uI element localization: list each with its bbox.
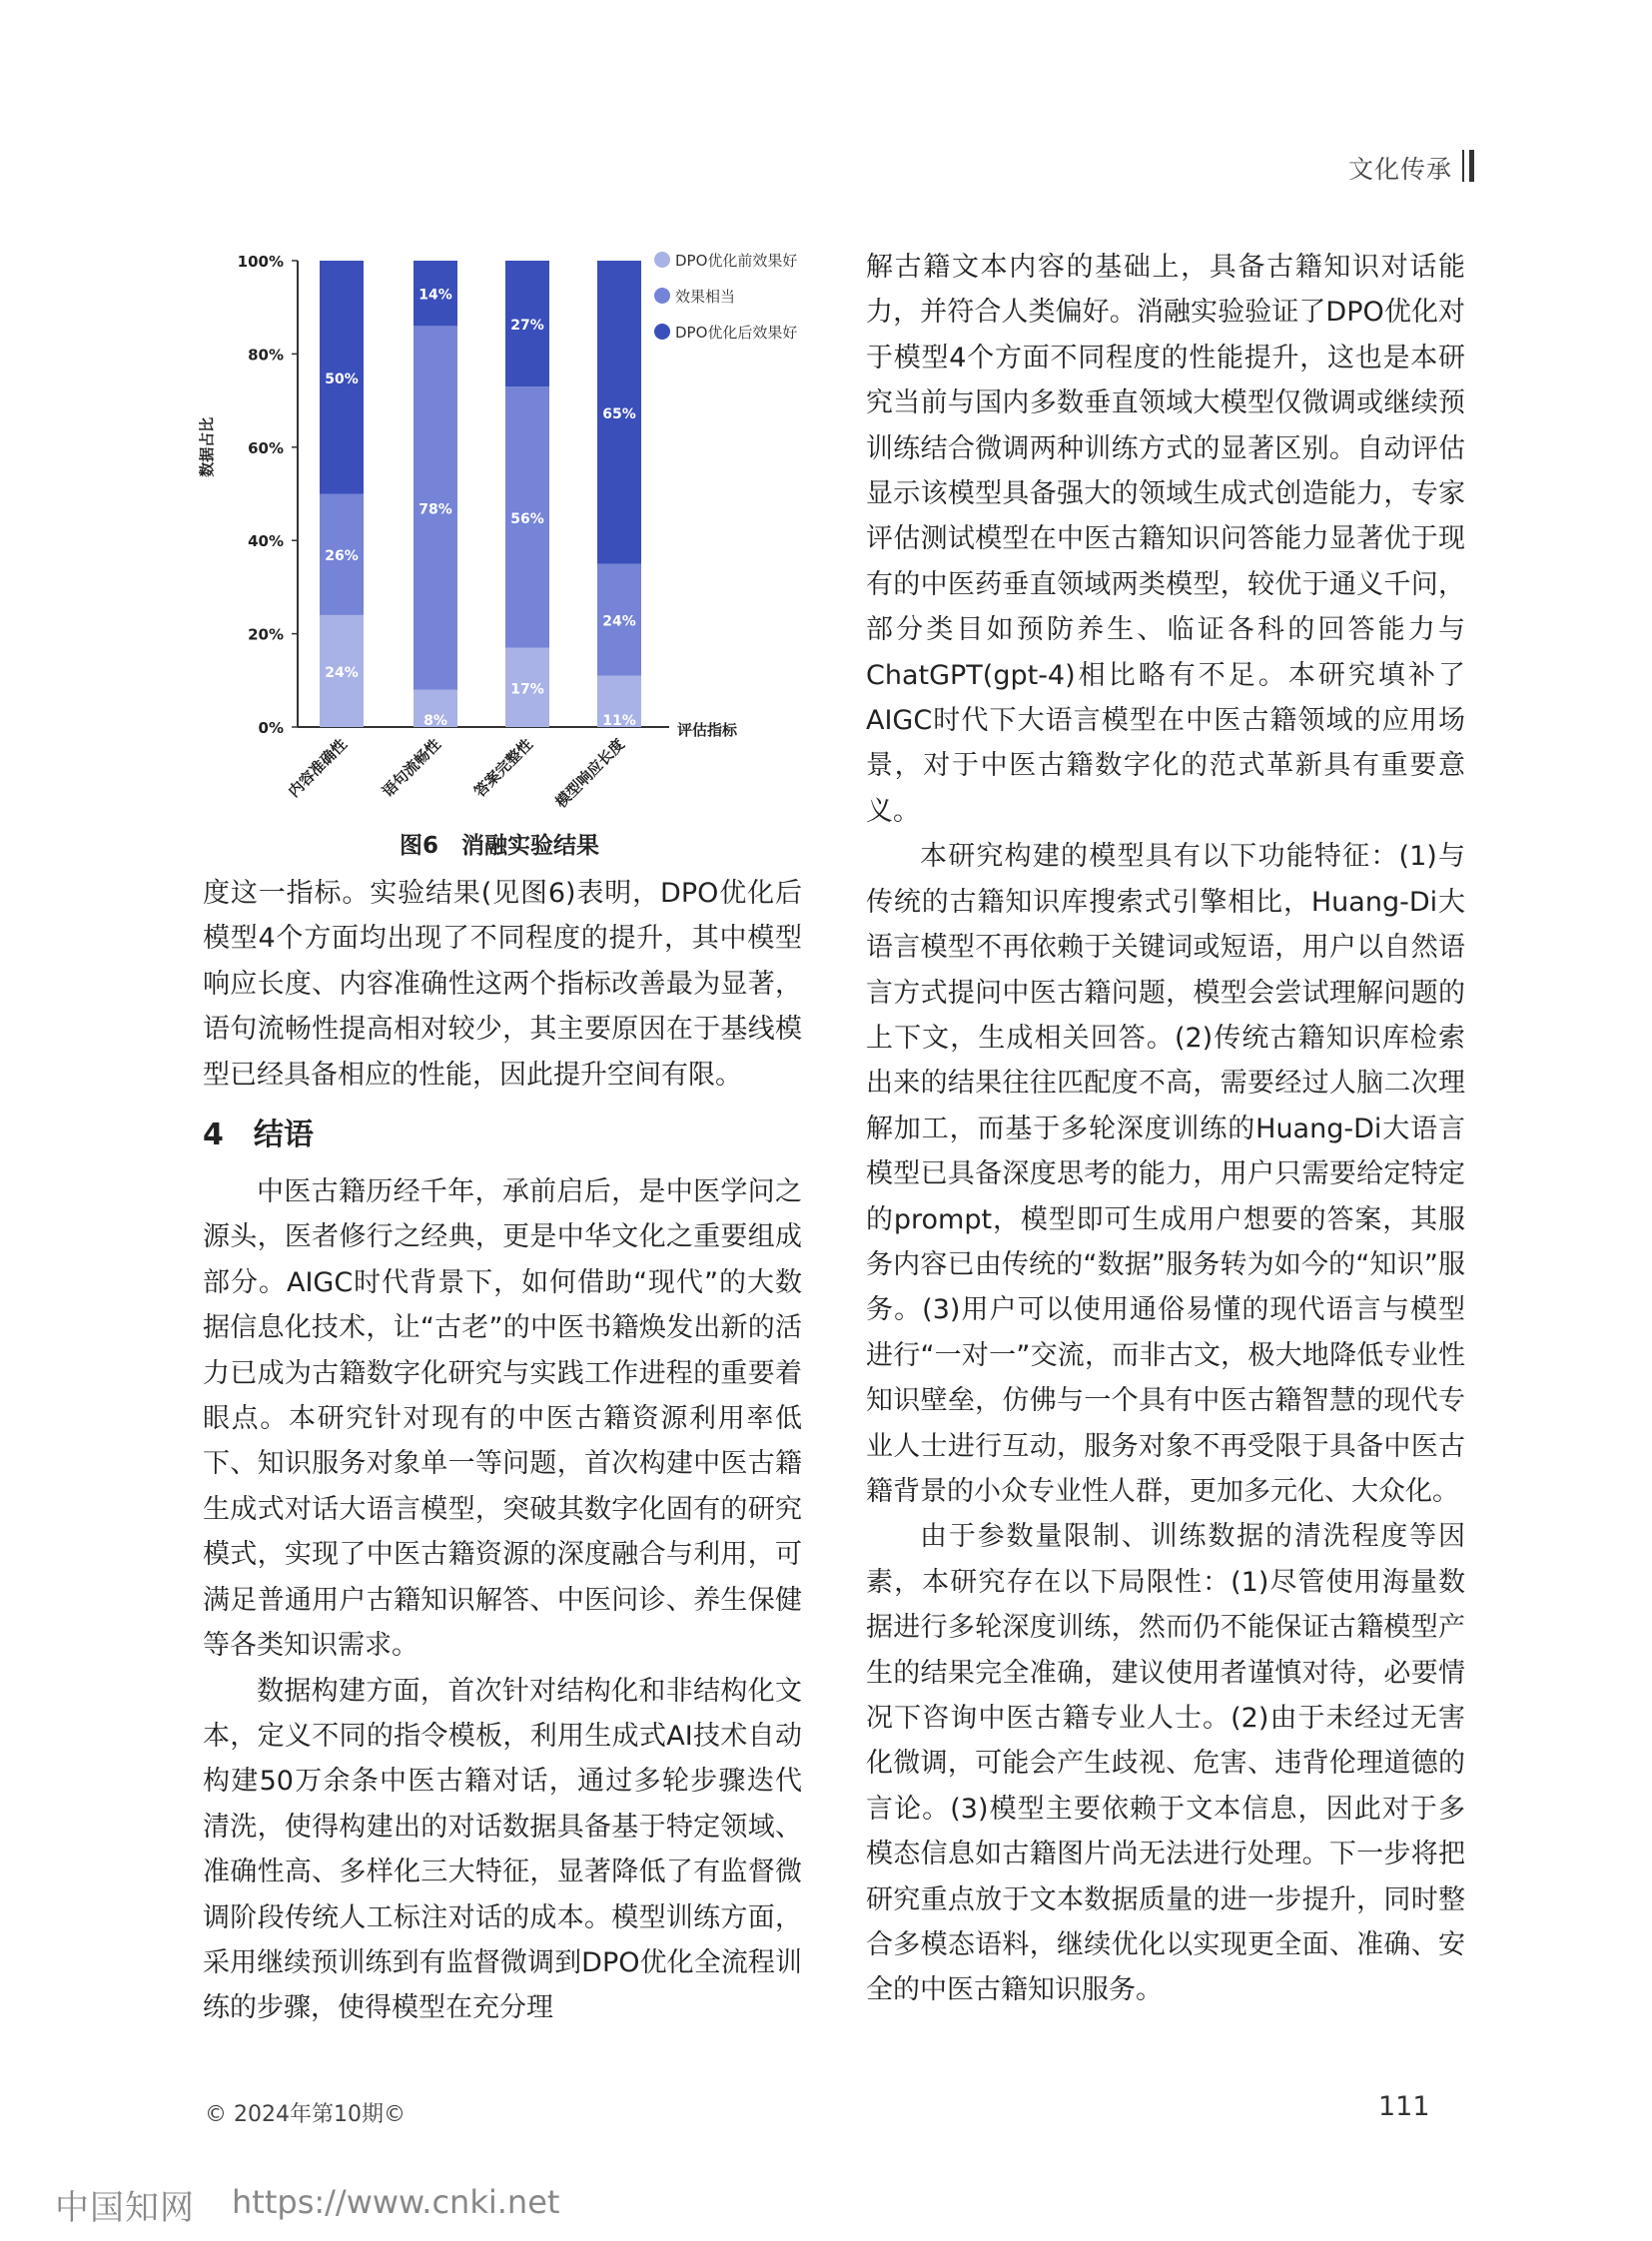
- legend-label: DPO优化前效果好: [675, 252, 798, 270]
- legend-marker: [654, 288, 670, 304]
- bar-data-label: 11%: [602, 713, 636, 729]
- bar-data-label: 17%: [510, 681, 544, 698]
- bar-data-label: 78%: [418, 501, 452, 518]
- right-paragraph-1: 解古籍文本内容的基础上，具备古籍知识对话能力，并符合人类偏好。消融实验验证了DPO优化对于模型4个方面不同程度的性能提升，这也是本研究当前与国内多数垂直领域大模型仅微调或继续预训练结合微调两种训练方式的显著区别。自动评估显示该模型具备强大的领域生成式创造能力，专家评估测试模型在中医古籍知识问答能力显著优于现有的中医药垂直领域两类模型，较优于通义千问，部分类目如预防养生、临证各科的回答能力与ChatGPT(gpt-4)相比略有不足。本研究填补了AIGC时代下大语言模型在中医古籍领域的应用场景，对于中医古籍数字化的范式革新具有重要意义。: [866, 252, 1465, 827]
- bar-data-label: 27%: [510, 318, 544, 335]
- header-divider-thick: [1469, 150, 1474, 182]
- y-axis-title: 数据占比: [198, 416, 216, 477]
- y-tick-label: 40%: [248, 532, 284, 551]
- y-tick-label: 80%: [248, 346, 284, 365]
- bar-data-label: 65%: [602, 405, 636, 422]
- x-category-label: 语句流畅性: [379, 735, 444, 801]
- legend-marker: [654, 252, 670, 268]
- bar-data-label: 24%: [325, 664, 359, 681]
- footer-issue: © 2024年第10期©: [205, 2102, 406, 2127]
- watermark-url: https://www.cnki.net: [232, 2183, 560, 2221]
- left-paragraph-1: 度这一指标。实验结果(见图6)表明，DPO优化后模型4个方面均出现了不同程度的提升，其中模型响应长度、内容准确性这两个指标改善最为显著，语句流畅性提高相对较少，其主要原因在于基线模型已经具备相应的性能，因此提升空间有限。: [203, 878, 802, 1091]
- legend-label: 效果相当: [675, 288, 736, 306]
- bar-data-label: 56%: [510, 510, 544, 527]
- legend-marker: [654, 324, 670, 340]
- y-tick-label: 60%: [248, 438, 284, 457]
- y-tick-label: 0%: [258, 719, 284, 737]
- bar-data-label: 24%: [602, 613, 636, 630]
- figure-caption: 图6 消融实验结果: [399, 833, 599, 859]
- left-paragraph-2: 中医古籍历经千年，承前启后，是中医学问之源头，医者修行之经典，更是中华文化之重要组成部分。AIGC时代背景下，如何借助“现代”的大数据信息化技术，让“古老”的中医书籍焕发出新的活力已成为古籍数字化研究与实践工作进程的重要着眼点。本研究针对现有的中医古籍资源利用率低下、知识服务对象单一等问题，首次构建中医古籍生成式对话大语言模型，突破其数字化固有的研究模式，实现了中医古籍资源的深度融合与利用，可满足普通用户古籍知识解答、中医问诊、养生保健等各类知识需求。: [203, 1176, 802, 1662]
- x-category-label: 内容准确性: [285, 735, 351, 801]
- bar-data-label: 26%: [325, 548, 359, 565]
- bar-data-label: 14%: [418, 287, 452, 304]
- x-axis-title: 评估指标: [677, 721, 738, 739]
- ablation-chart-svg: [200, 240, 839, 839]
- ablation-chart: [200, 240, 839, 839]
- right-column: [866, 245, 1465, 2013]
- right-paragraph-2: 本研究构建的模型具有以下功能特征：(1)与传统的古籍知识库搜索式引擎相比，Huang-Di大语言模型不再依赖于关键词或短语，用户以自然语言方式提问中医古籍问题，模型会尝试理解问题的上下文，生成相关回答。(2)传统古籍知识库检索出来的结果往往匹配度不高，需要经过人脑二次理解加工，而基于多轮深度训练的Huang-Di大语言模型已具备深度思考的能力，用户只需要给定特定的prompt，模型即可生成用户想要的答案，其服务内容已由传统的“数据”服务转为如今的“知识”服务。(3)用户可以使用通俗易懂的现代语言与模型进行“一对一”交流，而非古文，极大地降低专业性知识壁垒，仿佛与一个具有中医古籍智慧的现代专业人士进行互动，服务对象不再受限于具备中医古籍背景的小众专业性人群，更加多元化、大众化。: [866, 841, 1465, 1507]
- page-number: 111: [1378, 2091, 1430, 2122]
- bar-data-label: 50%: [325, 371, 359, 387]
- y-tick-label: 20%: [248, 625, 284, 644]
- running-header-section: 文化传承: [1347, 155, 1452, 184]
- section-heading-conclusion: 4 结语: [203, 1118, 314, 1153]
- right-paragraph-3: 由于参数量限制、训练数据的清洗程度等因素，本研究存在以下局限性：(1)尽管使用海量数据进行多轮深度训练，然而仍不能保证古籍模型产生的结果完全准确，建议使用者谨慎对待，必要情况下咨询中医古籍专业人士。(2)由于未经过无害化微调，可能会产生歧视、危害、违背伦理道德的言论。(3)模型主要依赖于文本信息，因此对于多模态信息如古籍图片尚无法进行处理。下一步将把研究重点放于文本数据质量的进一步提升，同时整合多模态语料，继续优化以实现更全面、准确、安全的中医古籍知识服务。: [866, 1521, 1465, 2006]
- left-paragraph-3: 数据构建方面，首次针对结构化和非结构化文本，定义不同的指令模板，利用生成式AI技术自动构建50万余条中医古籍对话，通过多轮步骤迭代清洗，使得构建出的对话数据具备基于特定领域、准确性高、多样化三大特征，显著降低了有监督微调阶段传统人工标注对话的成本。模型训练方面，采用继续预训练到有监督微调到DPO优化全流程训练的步骤，使得模型在充分理: [203, 1675, 802, 2024]
- y-tick-label: 100%: [237, 253, 284, 271]
- header-divider-thin: [1462, 150, 1464, 182]
- x-category-label: 答案完整性: [470, 735, 536, 801]
- left-column: [203, 871, 802, 2031]
- x-category-label: 模型响应长度: [551, 735, 628, 812]
- watermark-brand: 中国知网: [55, 2188, 195, 2228]
- bar-data-label: 8%: [423, 713, 447, 729]
- legend-label: DPO优化后效果好: [675, 324, 798, 342]
